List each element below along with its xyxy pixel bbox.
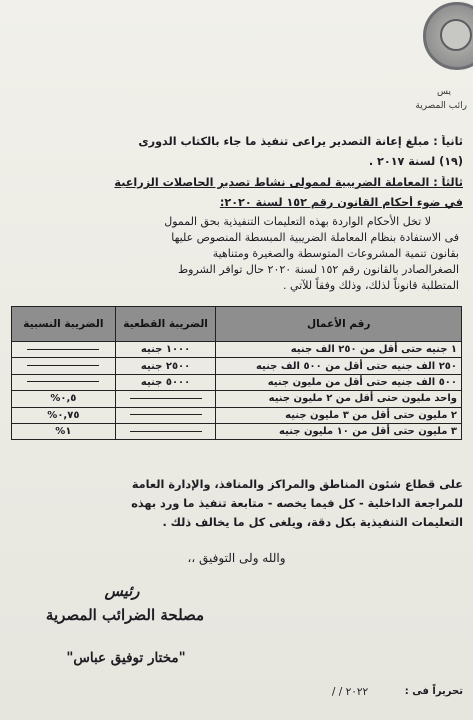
table-header-row — [12, 307, 462, 342]
tax-treatment-heading: ثالثاً : المعاملة الضريبية لممولى نشاط تصدير الحاصلات الزراعية — [114, 176, 463, 189]
header-org-line-1: يس — [437, 87, 451, 97]
emblem-seal — [423, 2, 473, 70]
signature-org: مصلحة الضرائب المصرية — [45, 606, 205, 624]
closing-line: على قطاع شئون المناطق والمراكز والمنافذ، والإدارة العامة — [131, 478, 463, 491]
empty-cell-dash — [27, 365, 99, 366]
lump-tax-cell — [115, 374, 216, 390]
empty-cell-dash — [27, 349, 99, 350]
provision-paragraph — [14, 214, 459, 294]
empty-cell-dash — [130, 431, 202, 432]
column-header-rate-tax: الضريبة النسبية — [12, 307, 116, 342]
column-header-turnover: رقم الأعمال — [216, 307, 462, 342]
rate-tax-cell — [12, 358, 116, 374]
column-header-lump-tax: الضريبة القطعية — [115, 307, 216, 342]
closing-paragraph — [18, 475, 463, 532]
paragraph-line: بقانون تنمية المشروعات المتوسطة والصغيرة ومتناهية — [212, 247, 459, 260]
paragraph-line: المتطلبة قانوناً لذلك، وذلك وفقاً للآتي . — [283, 279, 459, 292]
turnover-range-cell: ٢٥٠ الف جنيه حتى أقل من ٥٠٠ الف جنيه — [216, 358, 462, 374]
date-value: / / ٢٠٢٢ — [331, 686, 369, 698]
lump-tax-value: ٥٠٠٠ جنيه — [140, 376, 191, 388]
rate-tax-cell — [12, 374, 116, 390]
export-subsidy-line: ثانياً : مبلغ إعانة التصدير يراعى تنفيذ ما جاء بالكتاب الدورى — [138, 135, 463, 148]
signature-name: "مختار توفيق عباس" — [66, 650, 186, 666]
paragraph-line: لا تخل الأحكام الواردة بهذه التعليمات التنفيذية بحق الممول — [164, 215, 431, 228]
rate-tax-value: ٠,٥% — [50, 393, 77, 405]
paragraph-line: فى الاستفادة بنظام المعاملة الضريبية المبسطة المنصوص عليها — [171, 231, 459, 244]
rate-tax-cell — [12, 423, 116, 439]
header-org-line-2: رائب المصرية — [415, 101, 467, 111]
table-row — [12, 407, 462, 423]
lump-tax-cell — [115, 358, 216, 374]
table-row — [12, 374, 462, 390]
rate-tax-value: ٠,٧٥% — [47, 409, 80, 421]
rate-tax-value: ١% — [55, 426, 72, 438]
table-row — [12, 423, 462, 439]
lump-tax-cell — [115, 342, 216, 358]
lump-tax-value: ٢٥٠٠ جنيه — [140, 360, 191, 372]
turnover-range-cell: واحد مليون حتى أقل من ٢ مليون جنيه — [216, 391, 462, 407]
turnover-range-cell: ٢ مليون حتى أقل من ٣ مليون جنيه — [216, 407, 462, 423]
empty-cell-dash — [130, 398, 202, 399]
table-row — [12, 391, 462, 407]
lump-tax-cell — [115, 407, 216, 423]
lump-tax-cell — [115, 423, 216, 439]
signature-title: رئيس — [104, 582, 140, 600]
rate-tax-cell — [12, 342, 116, 358]
closing-greeting: والله ولى التوفيق ،، — [187, 551, 286, 565]
closing-line: للمراجعة الداخلية - كل فيما يخصه - متابعة تنفيذ ما ورد بهذه — [131, 497, 463, 510]
rate-tax-cell — [12, 391, 116, 407]
turnover-range-cell: ١ جنيه حتى أقل من ٢٥٠ الف جنيه — [216, 342, 462, 358]
law-reference-heading: في ضوء أحكام القانون رقم ١٥٢ لسنة ٢٠٢٠: — [219, 196, 463, 209]
export-subsidy-line-2: (١٩) لسنة ٢٠١٧ . — [368, 155, 463, 168]
table-row — [12, 358, 462, 374]
empty-cell-dash — [27, 381, 99, 382]
lump-tax-cell — [115, 391, 216, 407]
turnover-range-cell: ٣ مليون حتى أقل من ١٠ مليون جنيه — [216, 423, 462, 439]
tax-brackets-table — [11, 306, 462, 440]
lump-tax-value: ١٠٠٠ جنيه — [140, 344, 191, 356]
rate-tax-cell — [12, 407, 116, 423]
closing-line: التعليمات التنفيذية بكل دقة، ويلغى كل ما يخالف ذلك . — [162, 516, 463, 529]
paragraph-line: الصغرالصادر بالقانون رقم ١٥٢ لسنة ٢٠٢٠ حال توافر الشروط — [177, 263, 459, 276]
empty-cell-dash — [130, 414, 202, 415]
turnover-range-cell: ٥٠٠ الف جنيه حتى أقل من مليون جنيه — [216, 374, 462, 390]
table-row — [12, 342, 462, 358]
date-label: تحريراً فى : — [404, 686, 463, 697]
